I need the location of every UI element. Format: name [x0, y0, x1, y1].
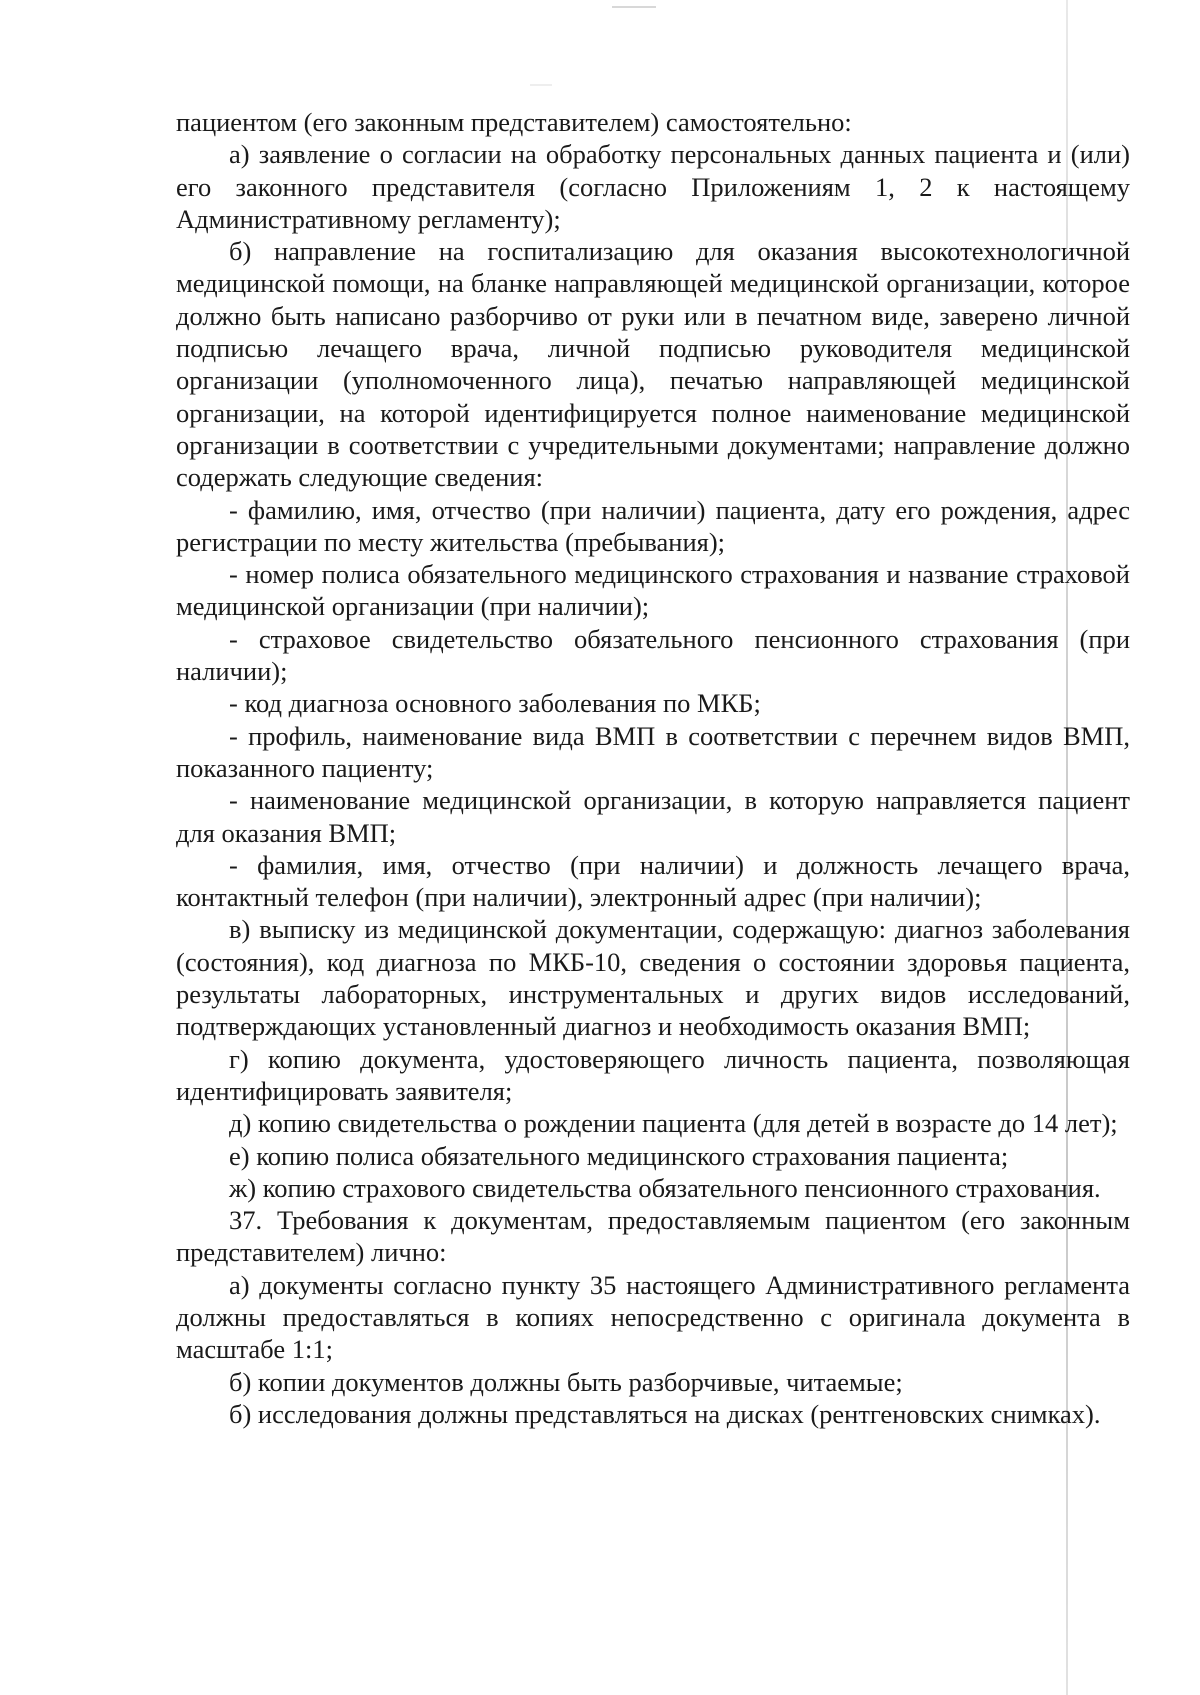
paragraph: а) заявление о согласии на обработку персональных данных пациента и (или) его законного представителя (согласно Приложениям 1, 2 к настоящему Административному регламенту);: [176, 139, 1130, 234]
scan-speck: [530, 84, 552, 86]
paragraph: б) направление на госпитализацию для оказания высокотехнологичной медицинской помощи, на бланке направляющей медицинской организации, которое должно быть написано разборчиво от руки или в печатном виде, заверено личной подписью лечащего врача, личной подписью руководителя медицинской организации (уполномоченного лица), печатью направляющей медицинской организации, на которой идентифицируется полное наименование медицинской организации в соответствии с учредительными документами; направление должно содержать следующие сведения:: [176, 236, 1130, 493]
paragraph: б) копии документов должны быть разборчивые, читаемые;: [229, 1366, 903, 1397]
paragraph: - номер полиса обязательного медицинского страхования и название страховой медицинской организации (при наличии);: [176, 559, 1130, 622]
paragraph: в) выписку из медицинской документации, содержащую: диагноз заболевания (состояния), код диагноза по МКБ-10, сведения о состоянии здоровья пациента, результаты лабораторных, инструментальных и других видов исследований, подтверждающих установленный диагноз и необходимость оказания ВМП;: [176, 914, 1130, 1042]
paragraph: д) копию свидетельства о рождении пациента (для детей в возрасте до 14 лет);: [229, 1108, 1118, 1139]
paragraph: - страховое свидетельство обязательного пенсионного страхования (при наличии);: [176, 623, 1130, 687]
document-body: [176, 106, 1130, 1430]
paragraph: - наименование медицинской организации, в которую направляется пациент для оказания ВМП;: [176, 785, 1130, 848]
paragraph: а) документы согласно пункту 35 настоящего Административного регламента должны предоставляться в копиях непосредственно с оригинала документа в масштабе 1:1;: [176, 1269, 1130, 1365]
paragraph: ж) копию страхового свидетельства обязательного пенсионного страхования.: [229, 1172, 1101, 1203]
paragraph: е) копию полиса обязательного медицинского страхования пациента;: [229, 1140, 1009, 1171]
scan-speck: [612, 6, 656, 8]
paragraph: - профиль, наименование вида ВМП в соответствии с перечнем видов ВМП, показанного пациенту;: [176, 720, 1130, 783]
paragraph: 37. Требования к документам, предоставляемым пациентом (его законным представителем) лично:: [176, 1205, 1130, 1268]
paragraph: - фамилию, имя, отчество (при наличии) пациента, дату его рождения, адрес регистрации по месту жительства (пребывания);: [176, 494, 1130, 557]
paragraph: г) копию документа, удостоверяющего личность пациента, позволяющая идентифицировать заявителя;: [176, 1043, 1130, 1106]
paragraph: пациентом (его законным представителем) самостоятельно:: [176, 107, 852, 137]
paragraph: - код диагноза основного заболевания по МКБ;: [229, 688, 761, 719]
paragraph: б) исследования должны представляться на дисках (рентгеновских снимках).: [229, 1398, 1101, 1429]
paragraph: - фамилия, имя, отчество (при наличии) и должность лечащего врача, контактный телефон (при наличии), электронный адрес (при наличии);: [176, 849, 1130, 913]
